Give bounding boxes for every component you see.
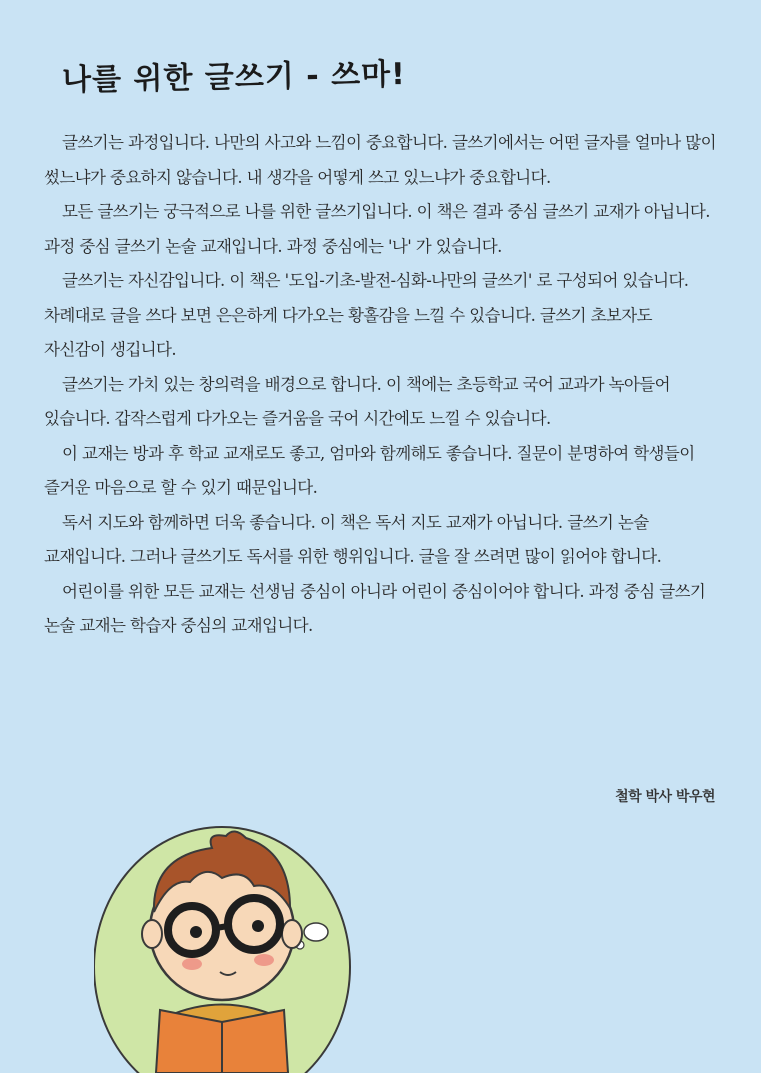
- paragraph-3: 글쓰기는 자신감입니다. 이 책은 '도입-기초-발전-심화-나만의 글쓰기' 로 구성되어 있습니다. 차례대로 글을 쓰다 보면 은은하게 다가오는 황홀감을 느낄 수 있습니다. 글쓰기 초보자도 자신감이 생깁니다.: [44, 271, 689, 359]
- boy-reading-illustration: [94, 812, 424, 1073]
- paragraph-5: 이 교재는 방과 후 학교 교재로도 좋고, 엄마와 함께해도 좋습니다. 질문이 분명하여 학생들이 즐거운 마음으로 할 수 있기 때문입니다.: [44, 443, 695, 497]
- paragraph-1: 글쓰기는 과정입니다. 나만의 사고와 느낌이 중요합니다. 글쓰기에서는 어떤 글자를 얼마나 많이 썼느냐가 중요하지 않습니다. 내 생각을 어떻게 쓰고 있느냐가 중요합니다.: [44, 133, 716, 187]
- paragraph-4: 글쓰기는 가치 있는 창의력을 배경으로 합니다. 이 책에는 초등학교 국어 교과가 녹아들어 있습니다. 갑작스럽게 다가오는 즐거움을 국어 시간에도 느낄 수 있습니다.: [44, 374, 670, 428]
- paragraph-2: 모든 글쓰기는 궁극적으로 나를 위한 글쓰기입니다. 이 책은 결과 중심 글쓰기 교재가 아닙니다. 과정 중심 글쓰기 논술 교재입니다. 과정 중심에는 '나' 가 있습니다.: [44, 202, 710, 256]
- page-title: 나를 위한 글쓰기 - 쓰마!: [61, 57, 407, 98]
- paragraph-6: 독서 지도와 함께하면 더욱 좋습니다. 이 책은 독서 지도 교재가 아닙니다. 글쓰기 논술 교재입니다. 그러나 글쓰기도 독서를 위한 행위입니다. 글을 잘 쓰려면 많이 읽어야 합니다.: [44, 512, 662, 566]
- paragraph-7: 어린이를 위한 모든 교재는 선생님 중심이 아니라 어린이 중심이어야 합니다. 과정 중심 글쓰기 논술 교재는 학습자 중심의 교재입니다.: [44, 581, 706, 635]
- preface-body: [44, 126, 716, 644]
- author-signature: 철학 박사 박우현: [615, 789, 715, 805]
